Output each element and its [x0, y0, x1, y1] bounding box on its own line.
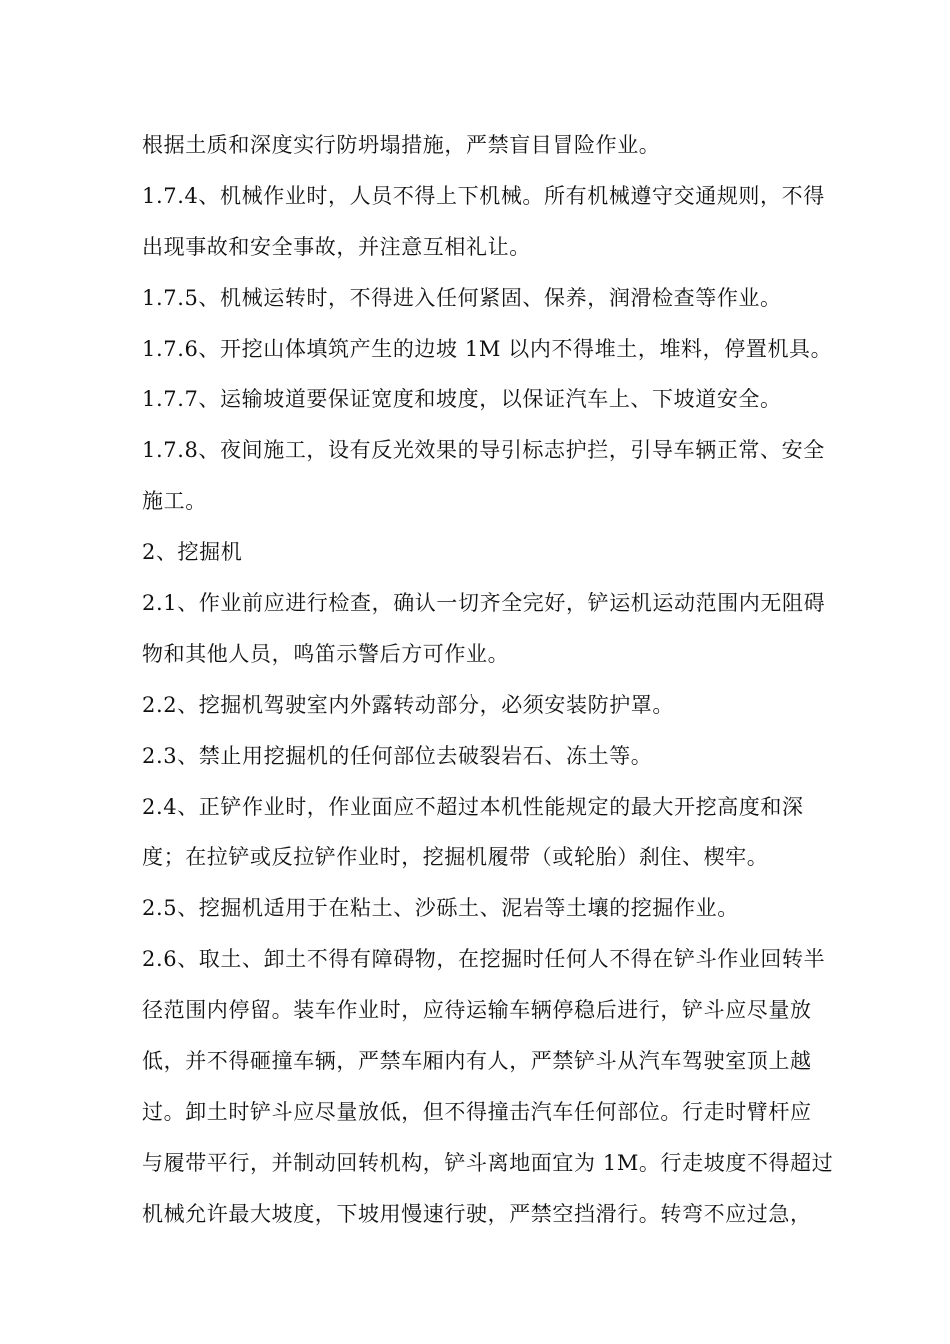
text-line: 过。卸土时铲斗应尽量放低，但不得撞击汽车任何部位。行走时臂杆应	[142, 1099, 812, 1124]
text-line: 物和其他人员，鸣笛示警后方可作业。	[142, 641, 510, 666]
text-line: 根据土质和深度实行防坍塌措施，严禁盲目冒险作业。	[142, 133, 661, 157]
text-line: 1.7.5、机械运转时，不得进入任何紧固、保养，润滑检查等作业。	[142, 285, 782, 310]
section-heading: 2、挖掘机	[142, 540, 243, 565]
text-line: 径范围内停留。装车作业时，应待运输车辆停稳后进行，铲斗应尽量放	[142, 998, 812, 1023]
text-line: 1.7.6、开挖山体填筑产生的边坡 1M 以内不得堆土，堆料，停置机具。	[142, 336, 833, 361]
text-line: 机械允许最大坡度，下坡用慢速行驶，严禁空挡滑行。转弯不应过急，	[142, 1201, 812, 1226]
text-line: 1.7.4、机械作业时，人员不得上下机械。所有机械遵守交通规则，不得	[142, 183, 825, 208]
text-line: 度；在拉铲或反拉铲作业时，挖掘机履带（或轮胎）刹住、楔牢。	[142, 845, 769, 870]
text-line: 2.6、取土、卸土不得有障碍物，在挖掘时任何人不得在铲斗作业回转半	[142, 947, 826, 972]
text-line: 2.5、挖掘机适用于在粘土、沙砾土、泥岩等土壤的挖掘作业。	[142, 896, 739, 921]
text-line: 2.2、挖掘机驾驶室内外露转动部分，必须安装防护罩。	[142, 692, 674, 717]
text-line: 1.7.8、夜间施工，设有反光效果的导引标志护拦，引导车辆正常、安全	[142, 438, 825, 463]
text-line: 2.4、正铲作业时，作业面应不超过本机性能规定的最大开挖高度和深	[142, 794, 804, 819]
text-line: 施工。	[142, 489, 207, 514]
text-line: 2.1、作业前应进行检查，确认一切齐全完好，铲运机运动范围内无阻碍	[142, 591, 826, 616]
text-line: 低，并不得砸撞车辆，严禁车厢内有人，严禁铲斗从汽车驾驶室顶上越	[142, 1049, 812, 1074]
text-line: 2.3、禁止用挖掘机的任何部位去破裂岩石、冻土等。	[142, 743, 653, 768]
body-text	[142, 120, 832, 1240]
text-line: 出现事故和安全事故，并注意互相礼让。	[142, 234, 531, 259]
text-line: 1.7.7、运输坡道要保证宽度和坡度，以保证汽车上、下坡道安全。	[142, 387, 782, 412]
text-line: 与履带平行，并制动回转机构，铲斗离地面宜为 1M。行走坡度不得超过	[142, 1150, 834, 1175]
